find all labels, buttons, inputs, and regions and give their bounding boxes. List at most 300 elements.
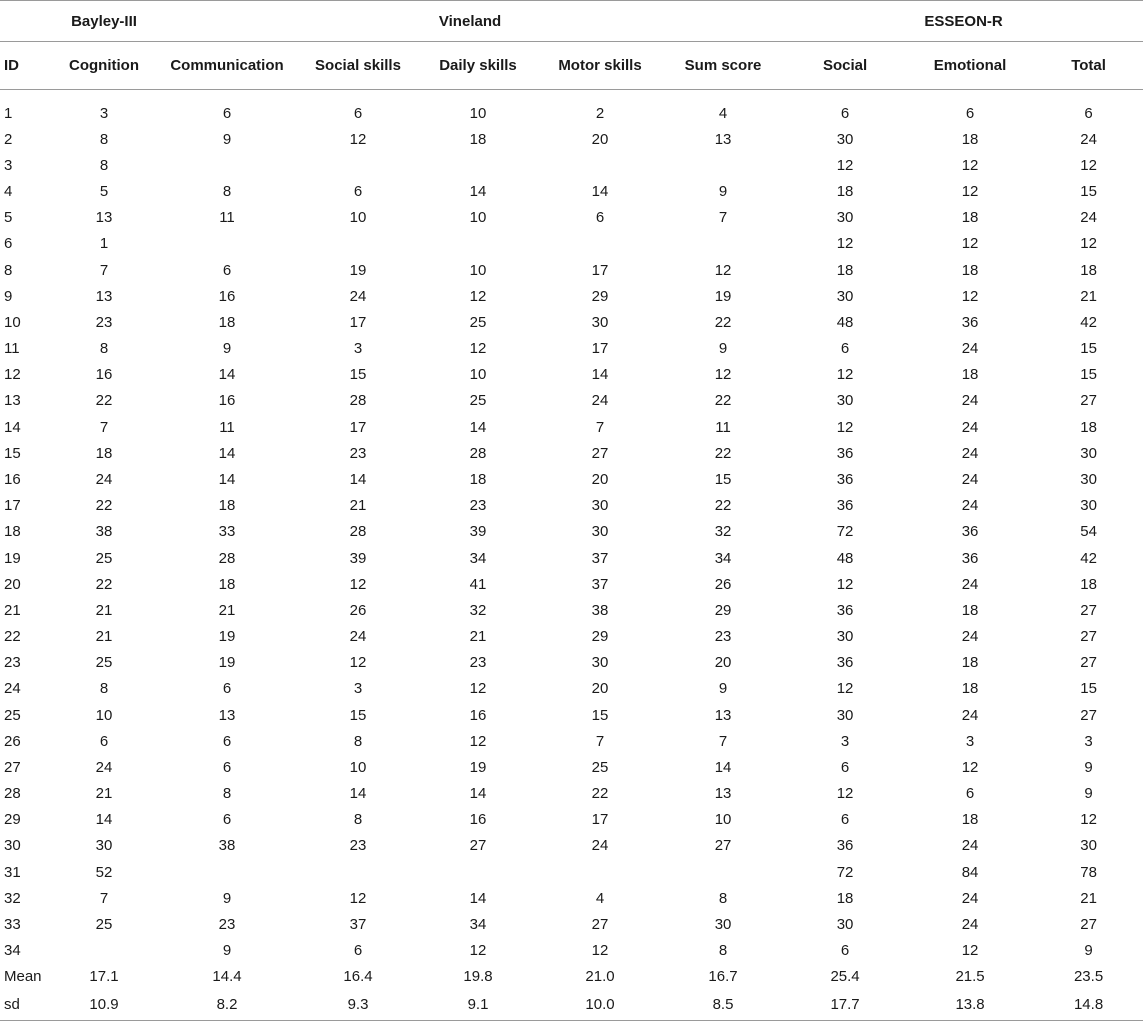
cell-social-skills <box>298 859 418 885</box>
cell-communication: 9 <box>222 340 232 358</box>
group-header-esseon: ESSEON-R <box>924 12 1003 30</box>
column-header-emotional: Emotional <box>933 57 1007 74</box>
cell-social: 30 <box>836 287 854 305</box>
cell-social: 17.7 <box>784 990 906 1021</box>
cell-emotional: 12 <box>961 758 979 776</box>
cell-daily-skills: 12 <box>469 680 487 698</box>
cell-total: 30 <box>1080 497 1097 515</box>
cell-emotional: 24 <box>961 470 979 488</box>
cell-cognition: 30 <box>95 837 113 855</box>
table-row <box>0 597 1143 623</box>
cell-motor-skills: 24 <box>591 392 609 410</box>
cell-cognition: 10.9 <box>52 990 156 1021</box>
table-row <box>0 623 1143 649</box>
group-spacer <box>0 1 52 42</box>
cell-cognition: 21 <box>95 785 113 803</box>
cell-emotional: 36 <box>961 523 979 541</box>
cell-social-skills: 16.4 <box>343 968 373 986</box>
cell-sum-score: 12 <box>714 261 732 279</box>
cell-total: 27 <box>1080 392 1097 410</box>
cell-communication: 19 <box>218 654 236 672</box>
cell-id: 28 <box>4 785 21 803</box>
cell-communication: 13 <box>218 706 236 724</box>
cell-emotional: 24 <box>961 497 979 515</box>
cell-communication: 14 <box>218 366 236 384</box>
table-row <box>0 911 1143 937</box>
cell-emotional: 6 <box>965 785 975 803</box>
cell-social: 48 <box>836 549 854 567</box>
cell-social: 36 <box>836 470 854 488</box>
cell-communication: 16 <box>218 287 236 305</box>
cell-emotional: 18 <box>961 680 979 698</box>
cell-daily-skills <box>418 859 538 885</box>
cell-daily-skills: 10 <box>469 209 487 227</box>
cell-sum-score: 12 <box>714 366 732 384</box>
cell-cognition: 8 <box>99 340 109 358</box>
cell-id: 27 <box>4 758 21 776</box>
cell-communication: 18 <box>218 497 236 515</box>
cell-total: 24 <box>1080 209 1097 227</box>
cell-cognition: 1 <box>99 235 109 253</box>
cell-sum-score <box>662 859 784 885</box>
cell-id: 10 <box>4 313 21 331</box>
cell-communication: 8 <box>222 785 232 803</box>
cell-communication: 14 <box>218 470 236 488</box>
cell-daily-skills: 19.8 <box>463 968 493 986</box>
cell-motor-skills: 38 <box>591 601 609 619</box>
cell-id: 30 <box>4 837 21 855</box>
cell-motor-skills: 29 <box>591 287 609 305</box>
table-row <box>0 179 1143 205</box>
cell-id: 24 <box>4 680 21 698</box>
cell-social: 36 <box>836 497 854 515</box>
table-row <box>0 152 1143 178</box>
cell-emotional: 13.8 <box>906 990 1034 1021</box>
cell-social-skills: 10 <box>349 209 367 227</box>
table-row <box>0 885 1143 911</box>
cell-emotional: 18 <box>961 654 979 672</box>
cell-daily-skills: 27 <box>469 837 487 855</box>
cell-cognition: 25 <box>95 915 113 933</box>
table-body <box>0 90 1143 1021</box>
cell-id: 31 <box>4 863 21 881</box>
cell-daily-skills: 34 <box>469 549 487 567</box>
cell-social: 6 <box>840 811 850 829</box>
cell-communication <box>156 859 298 885</box>
cell-total: 14.8 <box>1034 990 1143 1021</box>
cell-communication: 6 <box>222 732 232 750</box>
cell-id: 2 <box>4 130 13 148</box>
cell-sum-score: 13 <box>714 130 732 148</box>
cell-cognition: 22 <box>95 497 113 515</box>
cell-id: 21 <box>4 601 21 619</box>
cell-total: 27 <box>1080 706 1097 724</box>
cell-sum-score: 34 <box>714 549 732 567</box>
cell-daily-skills: 14 <box>469 183 487 201</box>
cell-sum-score: 32 <box>714 523 732 541</box>
cell-emotional: 24 <box>961 915 979 933</box>
cell-sum-score <box>662 231 784 257</box>
column-header-daily-skills: Daily skills <box>439 57 517 74</box>
cell-motor-skills: 30 <box>591 497 609 515</box>
cell-id: Mean <box>4 968 42 986</box>
cell-social: 36 <box>836 837 854 855</box>
cell-daily-skills <box>418 231 538 257</box>
cell-social-skills: 24 <box>349 287 367 305</box>
cell-total: 23.5 <box>1073 968 1104 986</box>
cell-daily-skills: 12 <box>469 287 487 305</box>
cell-communication: 14.4 <box>212 968 242 986</box>
group-header-vineland: Vineland <box>438 12 502 30</box>
cell-emotional: 18 <box>961 366 979 384</box>
cell-daily-skills: 23 <box>469 654 487 672</box>
column-header-total: Total <box>1071 57 1106 74</box>
table-row <box>0 964 1143 990</box>
table-row <box>0 309 1143 335</box>
cell-total: 30 <box>1080 444 1097 462</box>
cell-id: 4 <box>4 183 13 201</box>
cell-sum-score: 11 <box>715 418 731 436</box>
cell-sum-score: 7 <box>718 209 728 227</box>
cell-id: 13 <box>4 392 21 410</box>
cell-social-skills: 37 <box>349 915 367 933</box>
table-row <box>0 676 1143 702</box>
cell-total: 12 <box>1080 811 1097 829</box>
cell-id: sd <box>0 990 52 1021</box>
cell-communication: 21 <box>218 601 236 619</box>
cell-sum-score: 22 <box>714 497 732 515</box>
column-header-communication: Communication <box>170 57 284 74</box>
cell-id: 8 <box>4 261 13 279</box>
cell-daily-skills: 25 <box>469 392 487 410</box>
cell-total: 18 <box>1080 575 1097 593</box>
cell-social: 12 <box>836 575 854 593</box>
cell-social-skills: 3 <box>353 340 363 358</box>
column-header-social: Social <box>822 57 868 74</box>
cell-communication: 28 <box>218 549 236 567</box>
cell-sum-score: 8 <box>718 942 728 960</box>
cell-total: 42 <box>1080 549 1097 567</box>
cell-social: 36 <box>836 444 854 462</box>
cell-communication: 18 <box>218 575 236 593</box>
cell-cognition: 52 <box>95 863 113 881</box>
column-header-sum-score: Sum score <box>684 57 762 74</box>
cell-social: 30 <box>836 915 854 933</box>
cell-social-skills: 15 <box>349 366 367 384</box>
cell-emotional: 21.5 <box>955 968 985 986</box>
cell-social: 36 <box>836 601 854 619</box>
cell-social-skills <box>298 231 418 257</box>
cell-social-skills: 28 <box>349 523 367 541</box>
cell-communication: 14 <box>218 444 236 462</box>
cell-motor-skills: 10.0 <box>538 990 662 1021</box>
cell-emotional: 24 <box>961 706 979 724</box>
cell-motor-skills: 7 <box>595 418 605 436</box>
cell-social-skills: 15 <box>349 706 367 724</box>
cell-motor-skills: 30 <box>591 654 609 672</box>
cell-cognition: 10 <box>95 706 113 724</box>
spacer-cell <box>0 90 1143 101</box>
cell-emotional: 3 <box>965 732 975 750</box>
cell-social: 36 <box>836 654 854 672</box>
cell-emotional: 36 <box>961 313 979 331</box>
cell-motor-skills: 30 <box>591 313 609 331</box>
cell-emotional: 18 <box>961 209 979 227</box>
cell-social-skills: 24 <box>349 628 367 646</box>
cell-communication: 9 <box>222 130 232 148</box>
cell-emotional: 36 <box>961 549 979 567</box>
cell-daily-skills: 23 <box>469 497 487 515</box>
cell-total: 12 <box>1080 235 1097 253</box>
cell-total: 15 <box>1080 680 1097 698</box>
cell-social: 12 <box>836 235 854 253</box>
cell-daily-skills: 39 <box>469 523 487 541</box>
cell-total: 18 <box>1080 418 1097 436</box>
cell-social-skills: 3 <box>353 680 363 698</box>
cell-sum-score: 27 <box>714 837 732 855</box>
cell-social: 72 <box>836 863 854 881</box>
cell-daily-skills: 18 <box>469 470 487 488</box>
cell-cognition: 7 <box>99 889 109 907</box>
cell-cognition: 25 <box>95 549 113 567</box>
cell-motor-skills: 4 <box>595 889 605 907</box>
cell-total: 21 <box>1080 889 1097 907</box>
cell-daily-skills: 16 <box>469 706 487 724</box>
cell-id: 23 <box>4 654 21 672</box>
cell-cognition: 7 <box>99 418 109 436</box>
cell-communication: 18 <box>218 313 236 331</box>
cell-cognition: 21 <box>95 601 113 619</box>
cell-social-skills: 14 <box>349 785 367 803</box>
cell-total: 12 <box>1080 156 1097 174</box>
cell-total: 42 <box>1080 313 1097 331</box>
cell-social: 72 <box>836 523 854 541</box>
cell-sum-score: 4 <box>718 104 728 122</box>
cell-motor-skills: 21.0 <box>585 968 615 986</box>
cell-social: 3 <box>840 732 850 750</box>
cell-communication: 38 <box>218 837 236 855</box>
column-header-social-skills: Social skills <box>315 57 401 74</box>
table-row <box>0 702 1143 728</box>
cell-cognition: 8 <box>99 130 109 148</box>
cell-total: 6 <box>1084 104 1093 122</box>
table-row <box>0 126 1143 152</box>
cell-communication <box>156 152 298 178</box>
cell-emotional: 84 <box>961 863 979 881</box>
cell-motor-skills: 20 <box>591 130 609 148</box>
cell-total: 78 <box>1080 863 1097 881</box>
table-row <box>0 440 1143 466</box>
cell-communication <box>156 231 298 257</box>
cell-daily-skills: 21 <box>469 628 487 646</box>
cell-sum-score: 15 <box>714 470 732 488</box>
cell-daily-skills: 19 <box>469 758 487 776</box>
cell-social-skills: 14 <box>349 470 367 488</box>
cell-communication: 9 <box>222 942 232 960</box>
group-header-bayley: Bayley-III <box>71 12 137 30</box>
cell-sum-score <box>662 152 784 178</box>
cell-social: 30 <box>836 628 854 646</box>
cell-id: 26 <box>4 732 21 750</box>
cell-total: 3 <box>1084 732 1093 750</box>
cell-cognition: 14 <box>95 811 113 829</box>
cell-motor-skills: 17 <box>591 261 609 279</box>
cell-emotional: 24 <box>961 575 979 593</box>
cell-motor-skills: 25 <box>591 758 609 776</box>
cell-social: 12 <box>836 366 854 384</box>
cell-social-skills: 6 <box>353 104 363 122</box>
cell-social-skills: 8 <box>353 811 363 829</box>
table-row <box>0 388 1143 414</box>
cell-communication: 33 <box>218 523 236 541</box>
cell-daily-skills: 18 <box>469 130 487 148</box>
group-header-row <box>0 1 1143 42</box>
cell-social-skills: 6 <box>353 942 363 960</box>
cell-motor-skills: 20 <box>591 470 609 488</box>
cell-social-skills: 12 <box>349 575 367 593</box>
cell-cognition: 16 <box>95 366 113 384</box>
cell-social: 25.4 <box>830 968 860 986</box>
cell-social-skills: 6 <box>353 183 363 201</box>
cell-daily-skills: 25 <box>469 313 487 331</box>
cell-total: 15 <box>1080 366 1097 384</box>
cell-cognition: 13 <box>95 209 113 227</box>
cell-sum-score: 14 <box>714 758 732 776</box>
cell-social: 18 <box>836 889 854 907</box>
spacer-row <box>0 90 1143 101</box>
cell-emotional: 18 <box>961 261 979 279</box>
cell-social-skills: 17 <box>349 418 367 436</box>
cell-total: 27 <box>1080 601 1097 619</box>
column-header-cognition: Cognition <box>69 57 139 74</box>
cell-motor-skills: 2 <box>595 104 605 122</box>
cell-sum-score: 9 <box>718 680 728 698</box>
cell-daily-skills: 12 <box>469 942 487 960</box>
table-row <box>0 833 1143 859</box>
cell-daily-skills: 32 <box>469 601 487 619</box>
cell-emotional: 18 <box>961 601 979 619</box>
cell-daily-skills: 28 <box>469 444 487 462</box>
cell-sum-score: 19 <box>714 287 732 305</box>
cell-sum-score: 9 <box>718 183 728 201</box>
cell-sum-score: 13 <box>714 706 732 724</box>
cell-cognition: 21 <box>95 628 113 646</box>
cell-cognition: 25 <box>95 654 113 672</box>
table-row <box>0 205 1143 231</box>
cell-id: 32 <box>4 889 21 907</box>
cell-sum-score: 9 <box>718 340 728 358</box>
cell-communication: 6 <box>222 758 232 776</box>
cell-sum-score: 23 <box>714 628 732 646</box>
cell-id: 1 <box>4 104 13 122</box>
table-row <box>0 414 1143 440</box>
cell-social: 30 <box>836 209 854 227</box>
cell-motor-skills: 27 <box>591 444 609 462</box>
cell-id: 19 <box>4 549 21 567</box>
cell-cognition: 5 <box>99 183 109 201</box>
cell-motor-skills <box>538 859 662 885</box>
cell-emotional: 24 <box>961 418 979 436</box>
cell-sum-score: 13 <box>714 785 732 803</box>
cell-id: 22 <box>4 628 21 646</box>
cell-emotional: 24 <box>961 837 979 855</box>
cell-sum-score: 10 <box>714 811 732 829</box>
cell-social: 18 <box>836 183 854 201</box>
cell-daily-skills: 12 <box>469 340 487 358</box>
cell-emotional: 12 <box>961 235 979 253</box>
cell-social: 48 <box>836 313 854 331</box>
cell-daily-skills: 10 <box>469 104 487 122</box>
cell-sum-score: 29 <box>714 601 732 619</box>
cell-emotional: 12 <box>961 156 979 174</box>
cell-id: 6 <box>4 235 13 253</box>
table-row <box>0 283 1143 309</box>
cell-communication: 6 <box>222 104 232 122</box>
cell-motor-skills: 14 <box>591 366 609 384</box>
table-row <box>0 807 1143 833</box>
table-row <box>0 780 1143 806</box>
cell-communication: 8.2 <box>156 990 298 1021</box>
table-row <box>0 257 1143 283</box>
cell-emotional: 6 <box>965 104 975 122</box>
cell-daily-skills: 34 <box>469 915 487 933</box>
cell-motor-skills: 24 <box>591 837 609 855</box>
cell-social-skills: 39 <box>349 549 367 567</box>
cell-motor-skills: 14 <box>591 183 609 201</box>
cell-sum-score: 22 <box>714 444 732 462</box>
cell-social: 18 <box>836 261 854 279</box>
cell-total: 54 <box>1080 523 1097 541</box>
table-row <box>0 493 1143 519</box>
cell-id: 33 <box>4 915 21 933</box>
cell-cognition: 18 <box>95 444 113 462</box>
cell-emotional: 18 <box>961 130 979 148</box>
cell-daily-skills: 12 <box>469 732 487 750</box>
cell-daily-skills: 10 <box>469 261 487 279</box>
cell-cognition: 24 <box>95 758 113 776</box>
cell-id: 16 <box>4 470 21 488</box>
cell-social-skills <box>298 152 418 178</box>
cell-id: 18 <box>4 523 21 541</box>
cell-cognition: 3 <box>99 104 109 122</box>
column-header-row <box>0 42 1143 90</box>
cell-motor-skills: 17 <box>591 811 609 829</box>
cell-motor-skills <box>538 231 662 257</box>
cell-cognition: 22 <box>95 392 113 410</box>
cell-total: 9 <box>1084 785 1093 803</box>
table-row <box>0 336 1143 362</box>
cell-communication: 9 <box>222 889 232 907</box>
cell-id: 11 <box>4 340 20 358</box>
table-row <box>0 859 1143 885</box>
cell-sum-score: 22 <box>714 313 732 331</box>
cell-social: 12 <box>836 418 854 436</box>
cell-cognition: 8 <box>99 156 109 174</box>
cell-cognition: 7 <box>99 261 109 279</box>
table-row <box>0 545 1143 571</box>
cell-sum-score: 8 <box>718 889 728 907</box>
cell-sum-score: 8.5 <box>662 990 784 1021</box>
cell-social-skills: 21 <box>349 497 367 515</box>
table-row <box>0 231 1143 257</box>
table-row <box>0 100 1143 126</box>
cell-motor-skills: 22 <box>591 785 609 803</box>
cell-communication: 6 <box>222 811 232 829</box>
table-row <box>0 571 1143 597</box>
cell-total: 30 <box>1080 470 1097 488</box>
cell-social: 12 <box>836 680 854 698</box>
cell-daily-skills: 41 <box>469 575 487 593</box>
